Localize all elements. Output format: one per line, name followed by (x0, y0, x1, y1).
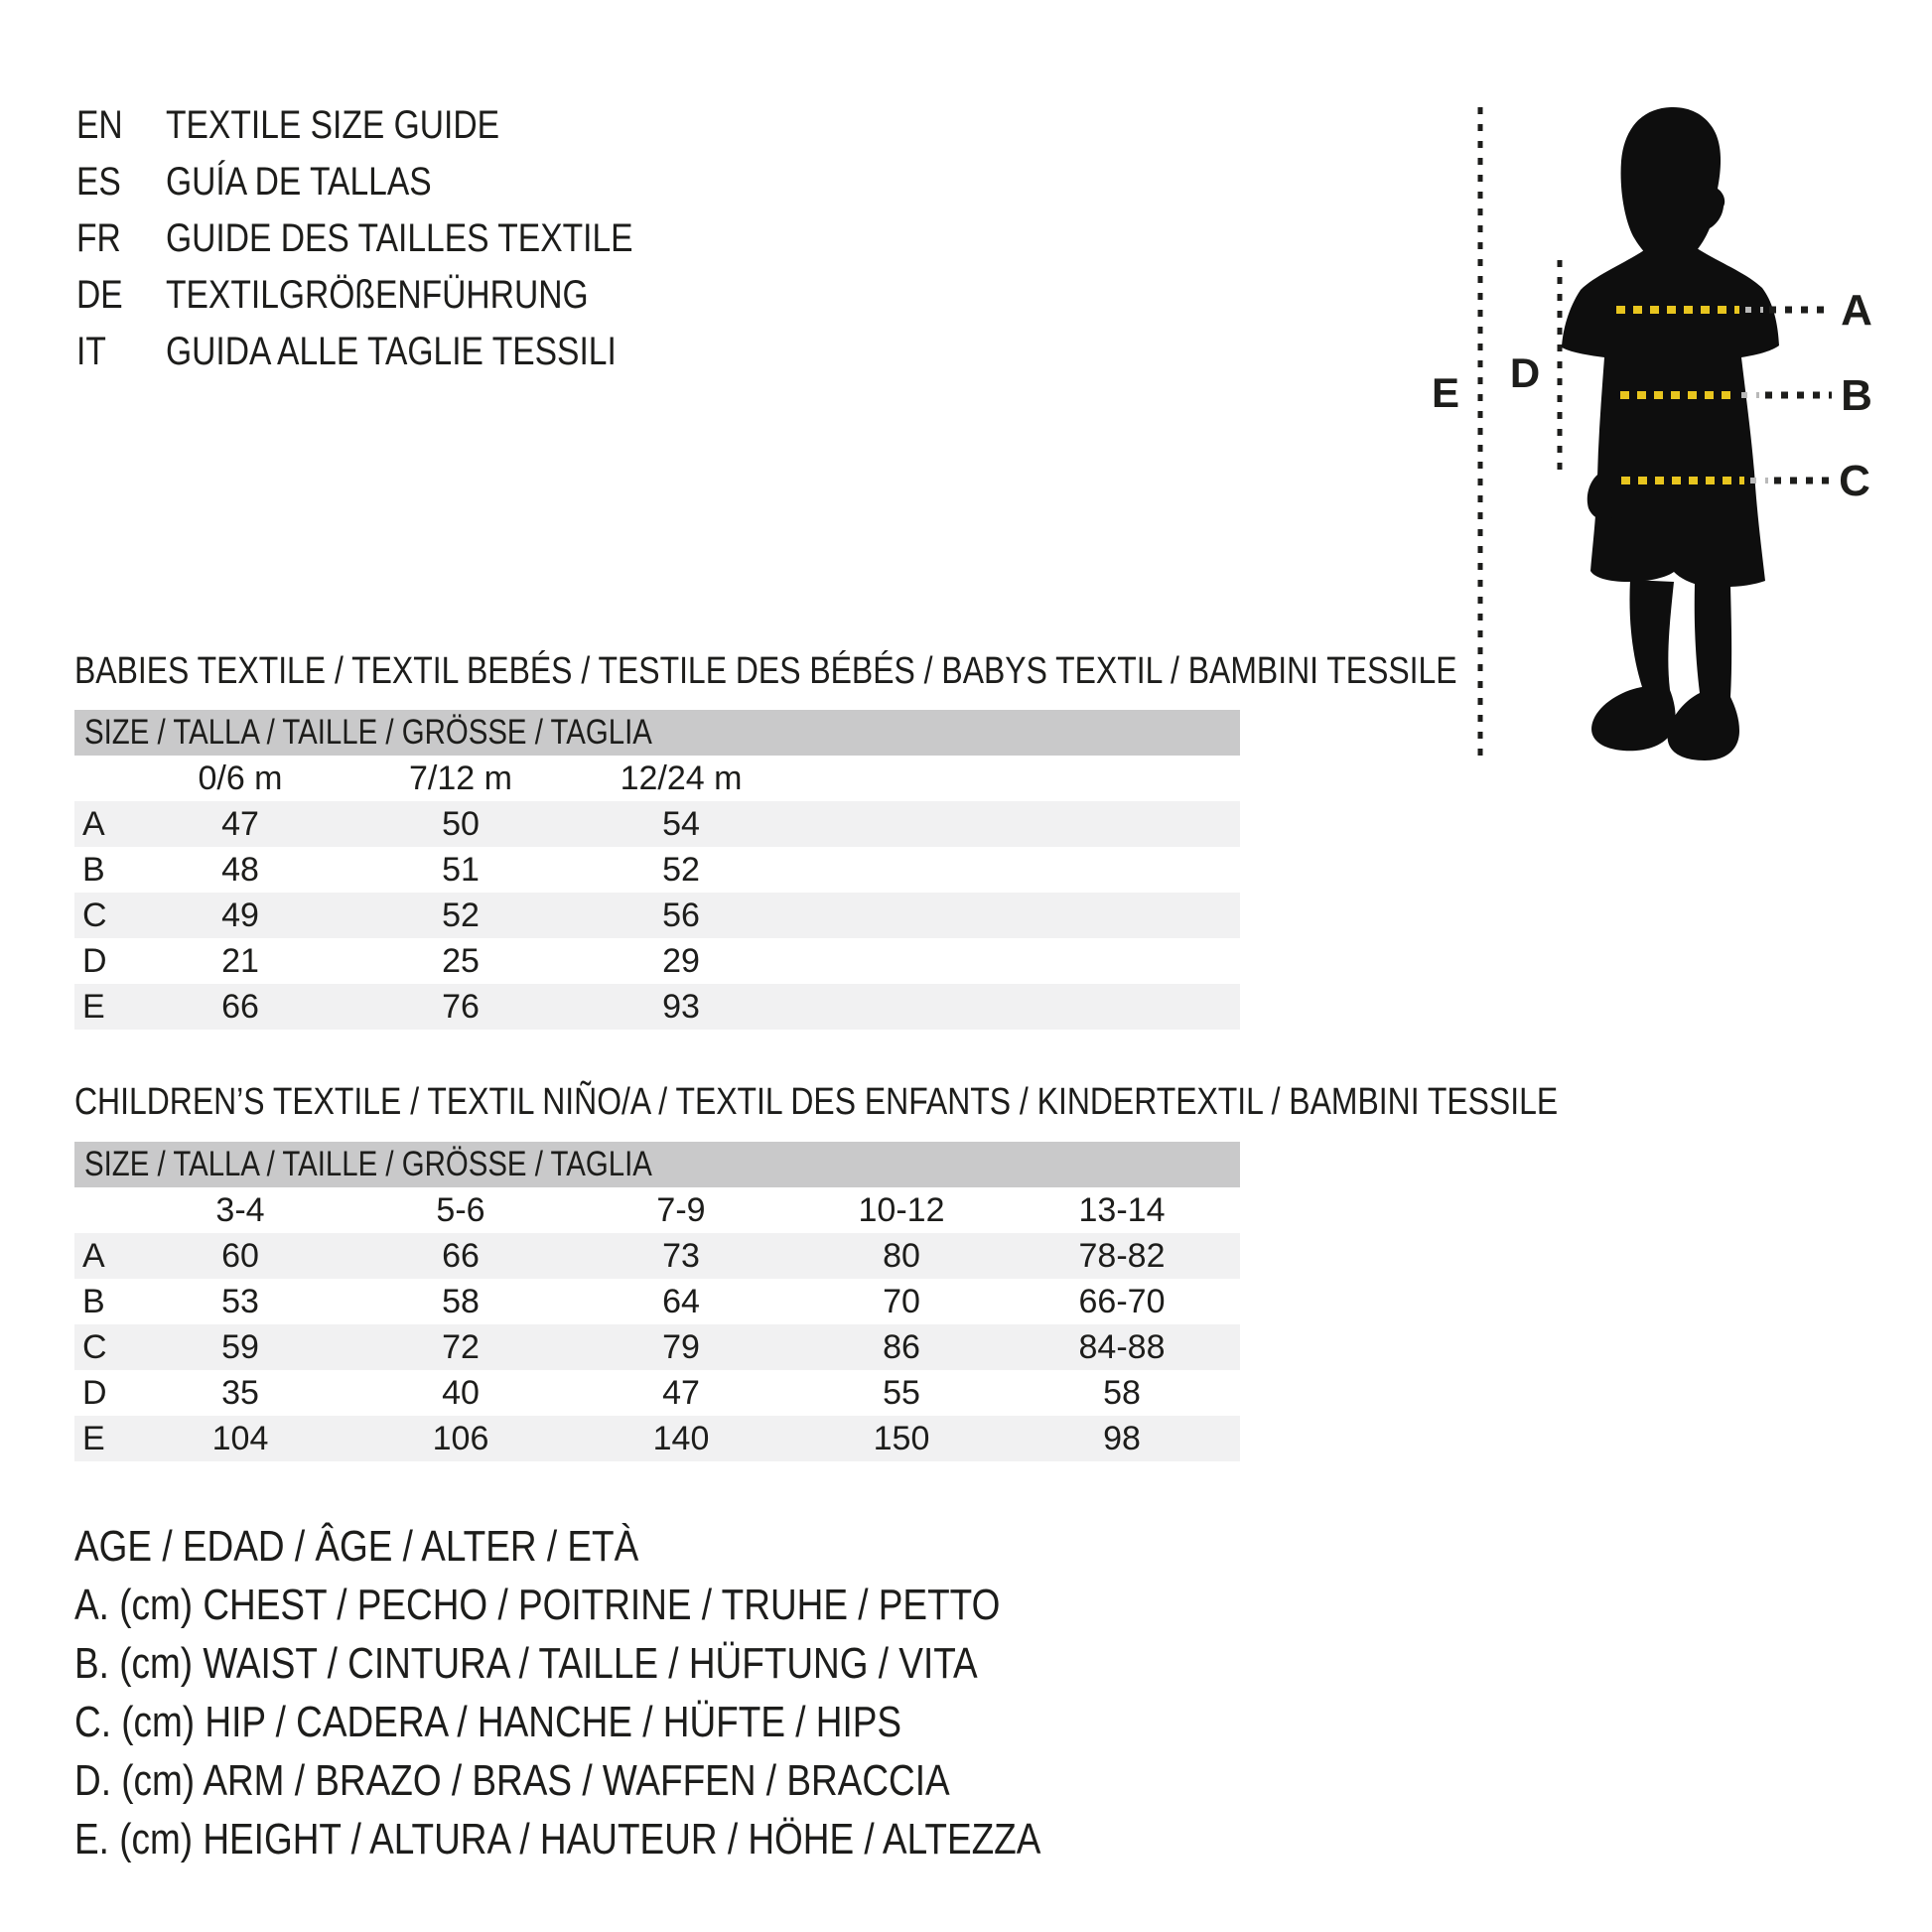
table-row (74, 893, 1240, 938)
table-row (74, 1279, 1240, 1324)
lang-title-en: TEXTILE SIZE GUIDE (166, 103, 500, 147)
babies-column-header-row (74, 756, 1240, 801)
legend-age: AGE / EDAD / ÂGE / ALTER / ETÀ (74, 1522, 639, 1571)
lang-row-es (76, 154, 722, 210)
cell: 64 (662, 1283, 700, 1320)
babies-size-header-bar (74, 710, 1240, 756)
lang-code-es: ES (76, 160, 121, 204)
children-column-header-row (74, 1187, 1240, 1233)
cell: 106 (432, 1420, 489, 1457)
cell: 51 (442, 851, 480, 889)
children-size-header-text: SIZE / TALLA / TAILLE / GRÖSSE / TAGLIA (84, 1145, 652, 1183)
table-row (74, 938, 1240, 984)
cell: 55 (883, 1374, 920, 1412)
cell: 140 (652, 1420, 710, 1457)
babies-col-1: 7/12 m (409, 759, 512, 797)
cell: 86 (883, 1328, 920, 1366)
cell: 35 (221, 1374, 259, 1412)
children-col-4: 13-14 (1078, 1191, 1166, 1229)
cell: 40 (442, 1374, 480, 1412)
cell: 66-70 (1078, 1283, 1166, 1320)
row-label: C (82, 1328, 107, 1366)
cell: 98 (1103, 1420, 1141, 1457)
measurement-figure (1430, 79, 1926, 804)
label-a: A (1841, 286, 1872, 335)
cell: 48 (221, 851, 259, 889)
babies-section-title-text: BABIES TEXTILE / TEXTIL BEBÉS / TESTILE DES BÉBÉS / BABYS TEXTIL / BAMBINI TESSILE (74, 650, 1457, 692)
babies-col-0: 0/6 m (198, 759, 283, 797)
babies-col-2: 12/24 m (620, 759, 743, 797)
cell: 70 (883, 1283, 920, 1320)
lang-title-de: TEXTILGRÖßENFÜHRUNG (166, 273, 589, 317)
row-label: E (82, 1420, 105, 1457)
cell: 72 (442, 1328, 480, 1366)
cell: 93 (662, 988, 700, 1026)
cell: 49 (221, 897, 259, 934)
label-d: D (1509, 349, 1541, 396)
cell: 73 (662, 1237, 700, 1275)
cell: 84-88 (1078, 1328, 1166, 1366)
children-col-3: 10-12 (858, 1191, 945, 1229)
table-row (74, 847, 1240, 893)
cell: 29 (662, 942, 700, 980)
children-size-table (74, 1142, 1240, 1461)
child-silhouette-diagram (1430, 79, 1926, 804)
children-section-title-text: CHILDREN’S TEXTILE / TEXTIL NIÑO/A / TEXTIL DES ENFANTS / KINDERTEXTIL / BAMBINI TESSILE (74, 1081, 1559, 1123)
cell: 54 (662, 805, 700, 843)
row-label: D (82, 942, 107, 980)
legend-chest: A. (cm) CHEST / PECHO / POITRINE / TRUHE / PETTO (74, 1581, 1001, 1629)
cell: 66 (442, 1237, 480, 1275)
row-label: B (82, 1283, 105, 1320)
table-row (74, 1370, 1240, 1416)
legend-hip: C. (cm) HIP / CADERA / HANCHE / HÜFTE / HIPS (74, 1698, 902, 1746)
table-row (74, 984, 1240, 1030)
label-b: B (1841, 371, 1872, 420)
silhouette-head (1621, 107, 1725, 258)
table-row (74, 1233, 1240, 1279)
cell: 66 (221, 988, 259, 1026)
cell: 79 (662, 1328, 700, 1366)
lang-code-it: IT (76, 330, 106, 373)
row-label: D (82, 1374, 107, 1412)
cell: 56 (662, 897, 700, 934)
table-row (74, 1416, 1240, 1461)
lang-code-de: DE (76, 273, 123, 317)
label-c: C (1839, 457, 1870, 505)
language-title-block (76, 97, 722, 380)
lang-title-fr: GUIDE DES TAILLES TEXTILE (166, 216, 633, 260)
legend-height: E. (cm) HEIGHT / ALTURA / HAUTEUR / HÖHE / ALTEZZA (74, 1815, 1041, 1863)
lang-row-fr (76, 210, 722, 267)
row-label: A (82, 805, 105, 843)
lang-row-de (76, 267, 722, 324)
cell: 150 (873, 1420, 930, 1457)
cell: 47 (662, 1374, 700, 1412)
cell: 60 (221, 1237, 259, 1275)
lang-title-es: GUÍA DE TALLAS (166, 160, 432, 204)
measurement-legend (74, 1517, 1225, 1868)
legend-arm: D. (cm) ARM / BRAZO / BRAS / WAFFEN / BRACCIA (74, 1756, 950, 1805)
label-e: E (1431, 369, 1460, 416)
children-col-1: 5-6 (436, 1191, 485, 1229)
children-col-2: 7-9 (656, 1191, 706, 1229)
cell: 53 (221, 1283, 259, 1320)
cell: 58 (1103, 1374, 1141, 1412)
row-label: C (82, 897, 107, 934)
cell: 80 (883, 1237, 920, 1275)
lang-code-fr: FR (76, 216, 121, 260)
row-label: B (82, 851, 105, 889)
cell: 50 (442, 805, 480, 843)
lang-row-it (76, 324, 722, 380)
children-section-title (74, 1079, 1841, 1125)
silhouette-hand (1587, 471, 1620, 519)
children-col-0: 3-4 (215, 1191, 265, 1229)
children-size-header-bar (74, 1142, 1240, 1187)
cell: 76 (442, 988, 480, 1026)
lang-row-en (76, 97, 722, 154)
legend-waist: B. (cm) WAIST / CINTURA / TAILLE / HÜFTUNG / VITA (74, 1639, 978, 1688)
babies-size-header-text: SIZE / TALLA / TAILLE / GRÖSSE / TAGLIA (84, 713, 652, 752)
row-label: A (82, 1237, 105, 1275)
cell: 59 (221, 1328, 259, 1366)
babies-size-table (74, 710, 1240, 1030)
babies-section-title (74, 648, 1721, 694)
cell: 58 (442, 1283, 480, 1320)
cell: 78-82 (1078, 1237, 1166, 1275)
lang-title-it: GUIDA ALLE TAGLIE TESSILI (166, 330, 617, 373)
cell: 25 (442, 942, 480, 980)
cell: 104 (211, 1420, 269, 1457)
silhouette-torso (1562, 246, 1779, 587)
cell: 21 (221, 942, 259, 980)
table-row (74, 1324, 1240, 1370)
table-row (74, 801, 1240, 847)
cell: 52 (662, 851, 700, 889)
row-label: E (82, 988, 105, 1026)
cell: 52 (442, 897, 480, 934)
cell: 47 (221, 805, 259, 843)
lang-code-en: EN (76, 103, 123, 147)
